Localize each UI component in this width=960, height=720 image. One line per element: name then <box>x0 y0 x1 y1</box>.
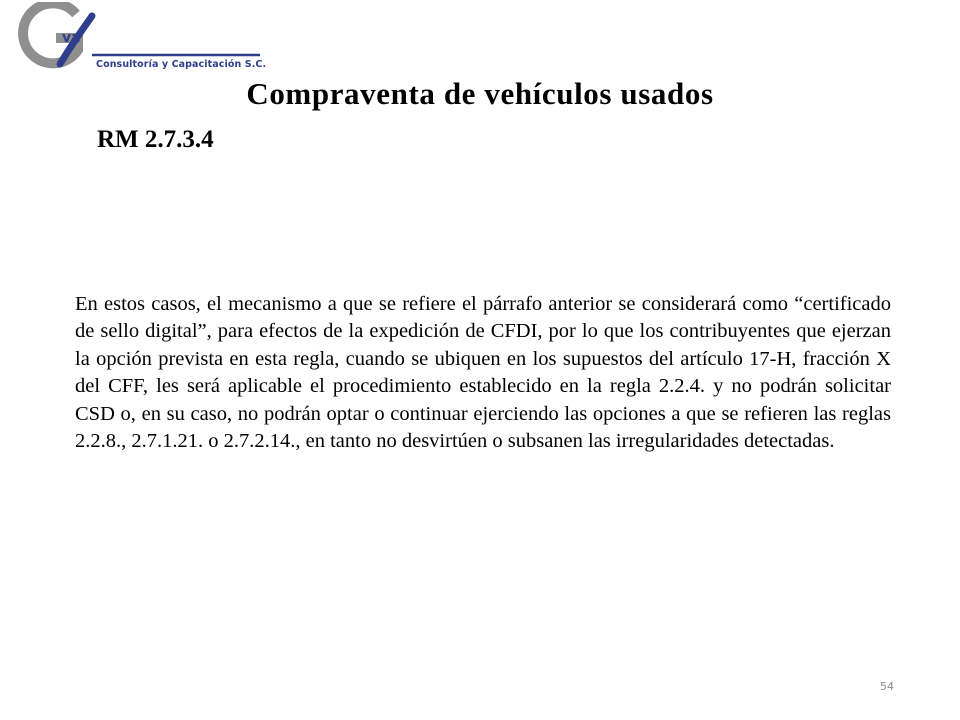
page-number: 54 <box>880 680 894 693</box>
company-logo <box>4 2 266 78</box>
rule-reference: RM 2.7.3.4 <box>97 126 214 153</box>
logo-company-name: Consultoría y Capacitación S.C. <box>96 59 267 70</box>
logo-letters: va <box>62 30 81 46</box>
slide-title: Compraventa de vehículos usados <box>246 76 714 111</box>
body-paragraph: En estos casos, el mecanismo a que se refiere el párrafo anterior se considerará como “certificado de sello digital”, para efectos de la expedición de CFDI, por lo que los contribuyentes que ejerzan la opción prevista en esta regla, cuando se ubiquen en los supuestos del artículo 17-H, fracción X del CFF, les será aplicable el procedimiento establecido en la regla 2.2.4. y no podrán solicitar CSD o, en su caso, no podrán optar o continuar ejerciendo las opciones a que se refieren las reglas 2.2.8., 2.7.1.21. o 2.7.2.14., en tanto no desvirtúen o subsanen las irregularidades detectadas. <box>75 293 891 453</box>
